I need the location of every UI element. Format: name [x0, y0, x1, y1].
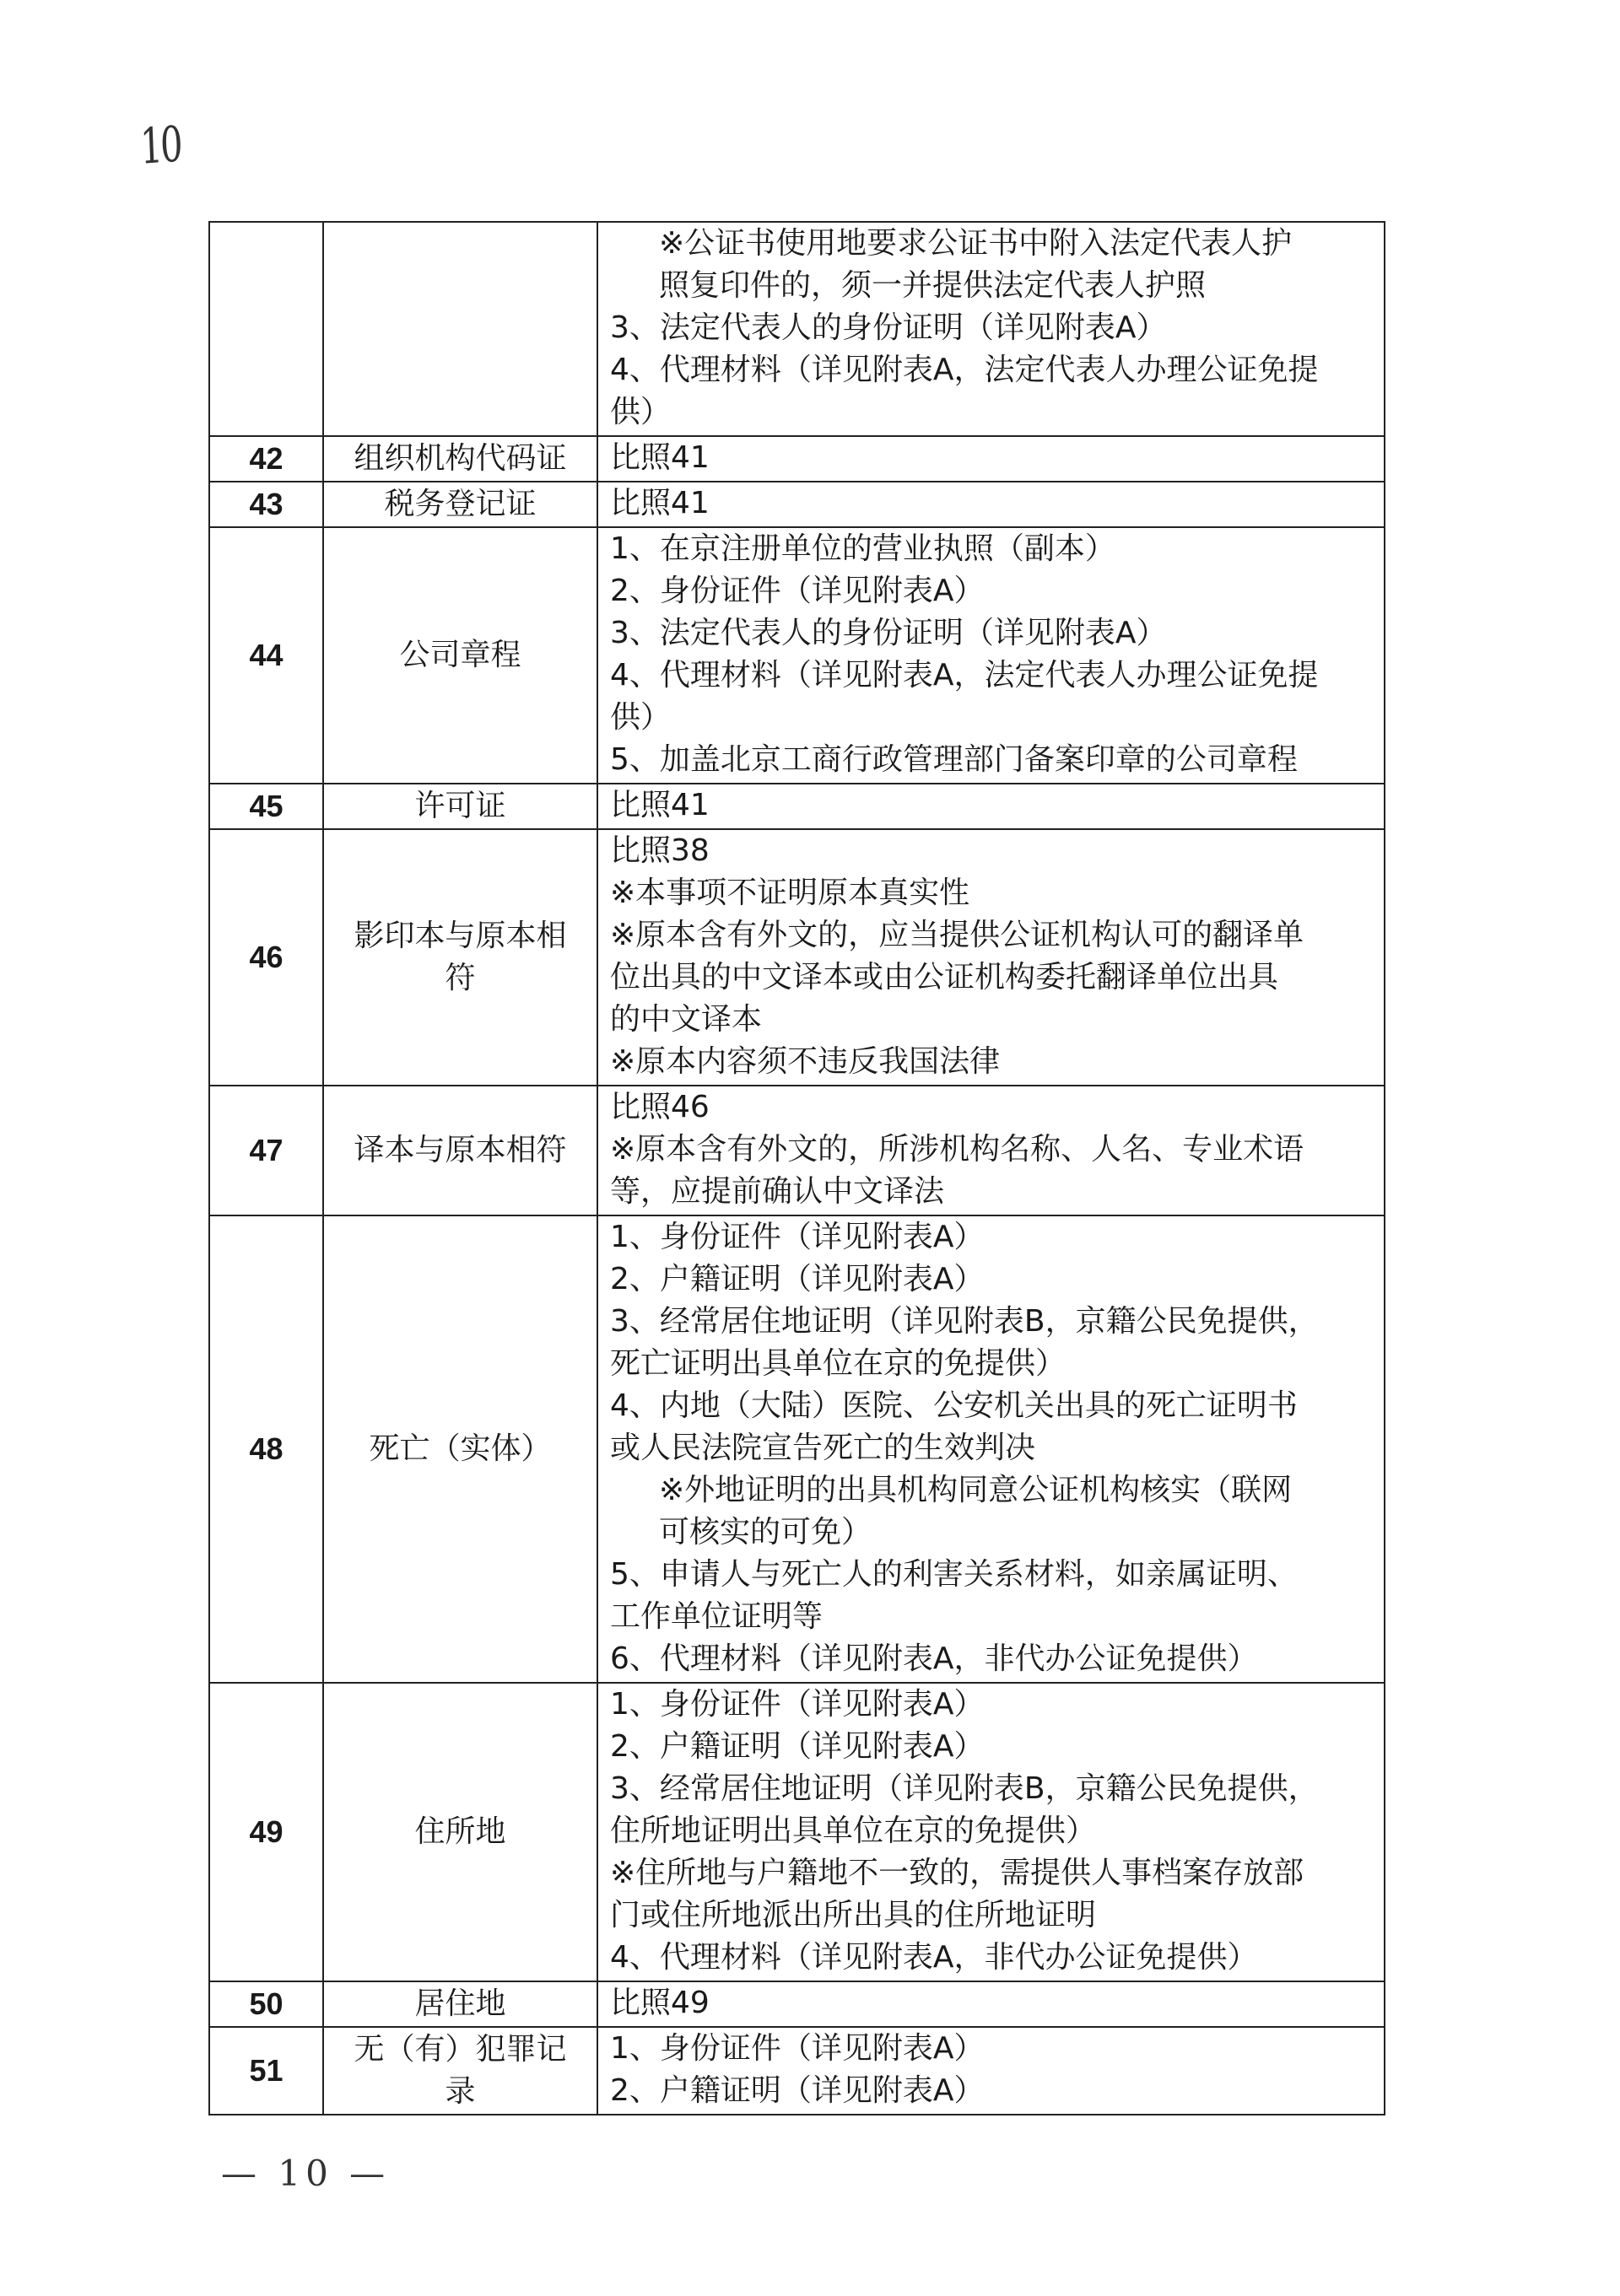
required-materials — [597, 482, 1385, 527]
material-line: 3、法定代表人的身份证明（详见附表A） — [610, 310, 1167, 345]
item-name — [323, 1086, 597, 1215]
table-row — [209, 527, 1385, 784]
required-materials — [597, 1215, 1385, 1683]
table-row — [209, 2027, 1385, 2115]
item-name-line: 符 — [445, 961, 476, 995]
item-name — [323, 829, 597, 1086]
material-line: 可核实的可免） — [659, 1515, 872, 1550]
material-line: ※本事项不证明原本真实性 — [610, 876, 970, 910]
item-name-line: 录 — [445, 2074, 476, 2109]
item-number: 46 — [209, 829, 323, 1086]
required-materials — [597, 829, 1385, 1086]
material-line: 比照49 — [610, 1986, 710, 2020]
required-materials — [597, 1981, 1385, 2027]
item-name — [323, 1683, 597, 1981]
table-row — [209, 1215, 1385, 1683]
item-name — [323, 784, 597, 829]
material-line: 位出具的中文译本或由公证机构委托翻译单位出具 — [610, 960, 1279, 994]
item-name — [323, 482, 597, 527]
item-number — [209, 222, 323, 436]
item-name-line: 税务登记证 — [384, 487, 537, 521]
required-materials — [597, 784, 1385, 829]
item-number: 43 — [209, 482, 323, 527]
table-row — [209, 482, 1385, 527]
item-number: 48 — [209, 1215, 323, 1683]
table-body — [209, 222, 1385, 2115]
item-name — [323, 436, 597, 482]
material-line: 比照46 — [610, 1090, 710, 1124]
item-name — [323, 1981, 597, 2027]
material-line: 5、加盖北京工商行政管理部门备案印章的公司章程 — [610, 742, 1298, 777]
item-name-line: 住所地 — [414, 1814, 506, 1849]
material-line: ※外地证明的出具机构同意公证机构核实（联网 — [659, 1473, 1293, 1507]
material-line: 住所地证明出具单位在京的免提供） — [610, 1814, 1097, 1848]
material-line: 比照41 — [610, 440, 710, 475]
material-line: 1、身份证件（详见附表A） — [610, 2031, 985, 2066]
material-line: 5、申请人与死亡人的利害关系材料，如亲属证明、 — [610, 1557, 1298, 1592]
item-name — [323, 222, 597, 436]
item-name-line: 公司章程 — [399, 638, 521, 672]
table-row — [209, 1086, 1385, 1215]
table-row — [209, 1981, 1385, 2027]
item-number: 50 — [209, 1981, 323, 2027]
material-line: ※公证书使用地要求公证书中附入法定代表人护 — [659, 226, 1293, 261]
table-row — [209, 436, 1385, 482]
item-name-line: 居住地 — [414, 1986, 506, 2021]
material-line: 照复印件的，须一并提供法定代表人护照 — [659, 268, 1207, 303]
table-row — [209, 784, 1385, 829]
item-number: 51 — [209, 2027, 323, 2115]
material-line: 6、代理材料（详见附表A，非代办公证免提供） — [610, 1641, 1258, 1676]
item-number: 49 — [209, 1683, 323, 1981]
material-line: 等，应提前确认中文译法 — [610, 1174, 945, 1209]
required-materials — [597, 1086, 1385, 1215]
item-name-line: 许可证 — [414, 789, 506, 823]
required-materials — [597, 527, 1385, 784]
material-line: 2、户籍证明（详见附表A） — [610, 2073, 985, 2108]
item-name — [323, 2027, 597, 2115]
item-name-line: 死亡（实体） — [369, 1431, 552, 1466]
material-line: 4、代理材料（详见附表A，非代办公证免提供） — [610, 1940, 1258, 1975]
page-number: — 10 — — [221, 2153, 391, 2194]
material-line: 1、身份证件（详见附表A） — [610, 1220, 985, 1254]
material-line: 3、法定代表人的身份证明（详见附表A） — [610, 616, 1167, 650]
material-line: 比照41 — [610, 788, 710, 822]
item-number: 45 — [209, 784, 323, 829]
material-line: 门或住所地派出所出具的住所地证明 — [610, 1898, 1097, 1932]
material-line: 4、代理材料（详见附表A，法定代表人办理公证免提 — [610, 353, 1319, 387]
item-name-line: 组织机构代码证 — [354, 441, 567, 476]
material-line: 2、身份证件（详见附表A） — [610, 574, 985, 608]
material-line: ※原本含有外文的，应当提供公证机构认可的翻译单 — [610, 918, 1304, 952]
required-materials — [597, 436, 1385, 482]
material-line: ※原本内容须不违反我国法律 — [610, 1044, 1001, 1079]
material-line: 的中文译本 — [610, 1002, 763, 1037]
material-line: 1、在京注册单位的营业执照（副本） — [610, 531, 1115, 566]
material-line: 3、经常居住地证明（详见附表B，京籍公民免提供， — [610, 1771, 1319, 1806]
material-line: ※原本含有外文的，所涉机构名称、人名、专业术语 — [610, 1132, 1304, 1167]
material-line: 2、户籍证明（详见附表A） — [610, 1262, 985, 1296]
item-number: 42 — [209, 436, 323, 482]
table-row — [209, 829, 1385, 1086]
required-materials — [597, 2027, 1385, 2115]
material-line: 死亡证明出具单位在京的免提供） — [610, 1346, 1066, 1381]
material-line: 2、户籍证明（详见附表A） — [610, 1729, 985, 1764]
material-line: 供） — [610, 395, 672, 429]
material-line: 比照38 — [610, 833, 710, 868]
requirements-table — [208, 221, 1385, 2115]
material-line: 1、身份证件（详见附表A） — [610, 1687, 985, 1722]
material-line: 4、代理材料（详见附表A，法定代表人办理公证免提 — [610, 658, 1319, 693]
material-line: 4、内地（大陆）医院、公安机关出具的死亡证明书 — [610, 1388, 1298, 1423]
item-name — [323, 527, 597, 784]
item-name — [323, 1215, 597, 1683]
material-line: ※住所地与户籍地不一致的，需提供人事档案存放部 — [610, 1856, 1304, 1890]
table-row — [209, 222, 1385, 436]
handwritten-page-mark: 10 — [139, 115, 181, 175]
material-line: 3、经常居住地证明（详见附表B，京籍公民免提供， — [610, 1304, 1319, 1339]
table-row — [209, 1683, 1385, 1981]
required-materials — [597, 1683, 1385, 1981]
material-line: 供） — [610, 700, 672, 735]
item-name-line: 影印本与原本相 — [354, 919, 567, 953]
material-line: 或人民法院宣告死亡的生效判决 — [610, 1431, 1036, 1465]
item-number: 47 — [209, 1086, 323, 1215]
item-number: 44 — [209, 527, 323, 784]
item-name-line: 无（有）犯罪记 — [354, 2032, 567, 2067]
material-line: 比照41 — [610, 486, 710, 520]
material-line: 工作单位证明等 — [610, 1599, 824, 1634]
required-materials — [597, 222, 1385, 436]
item-name-line: 译本与原本相符 — [354, 1133, 567, 1167]
